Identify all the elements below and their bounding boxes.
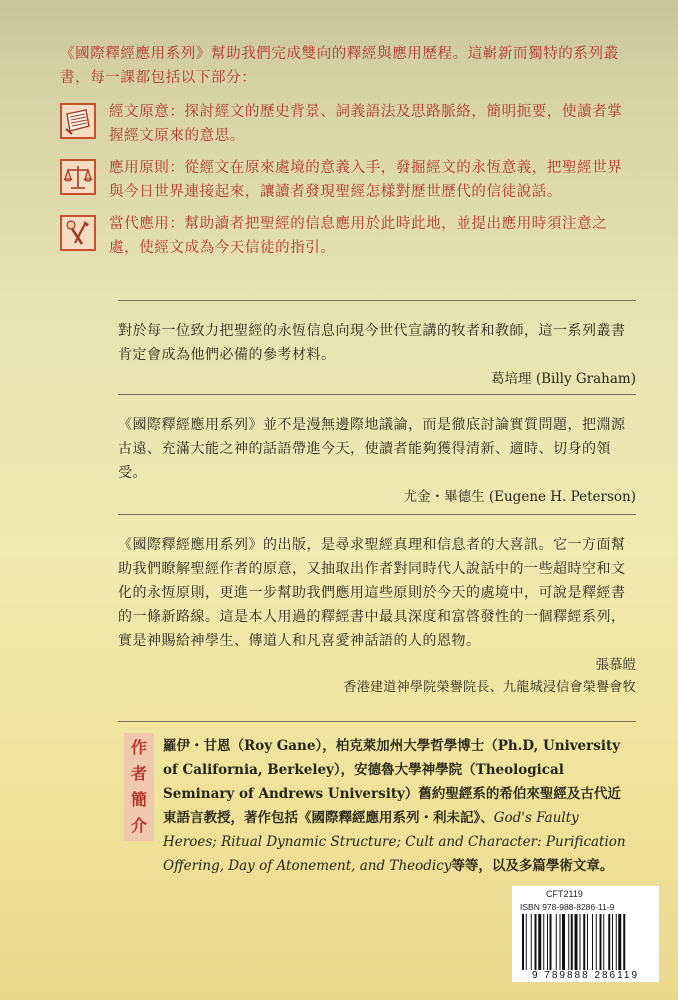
endorsement-text: 《國際釋經應用系列》並不是漫無邊際地議論，而是徹底討論實質問題，把淵源古遠、充滿大能之神的話語帶進今天，使讀者能夠獲得清新、適時、切身的領受。 [118,417,626,481]
feature-original-meaning [60,100,635,148]
endorsement-author: 尤金・畢德生 (Eugene H. Peterson) [403,489,636,505]
endorsement-text: 對於每一位致力把聖經的永恆信息向現今世代宣講的牧者和教師，這一系列叢書肯定會成為他們必備的參考材料。 [118,323,626,363]
feature-application-principle [60,156,635,204]
isbn-barcode-panel [512,886,659,982]
author-bio [163,734,633,878]
divider [118,300,636,301]
divider [118,514,636,515]
endorsement-author: 張慕皚 [595,657,636,673]
author-bio-main: 羅伊・甘恩（Roy Gane），柏克萊加州大學哲學博士（Ph.D, University of California, Berkeley），安德魯大學神學院（Theological Seminary of Andrews University）舊約聖經系的希伯來聖經及古代近東語言教授，著作包括《國際釋經應用系列・利未記》、 [163,738,621,826]
endorsement-graham [118,300,636,391]
feature-text: 當代應用：幫助讀者把聖經的信息應用於此時此地，並提出應用時須注意之處，使經文成為今天信徒的指引。 [109,216,608,256]
tools-icon [60,215,96,251]
feature-contemporary-application [60,212,635,260]
feature-text: 應用原則：從經文在原來處境的意義入手，發掘經文的永恆意義，把聖經世界與今日世界連接起來，讓讀者發現聖經怎樣對歷世歷代的信徒說話。 [109,160,623,200]
author-bio-end: 等等，以及多篇學術文章。 [451,858,614,874]
scroll-icon [60,103,96,139]
endorsement-text: 《國際釋經應用系列》的出版，是尋求聖經真理和信息者的大喜訊。它一方面幫助我們瞭解聖經作者的原意，又抽取出作者對同時代人說話中的一些超時空和文化的永恆原則，更進一步幫助我們應用這些原則於今天的處境中，可說是釋經書的一條新路線。這是本人用過的釋經書中最具深度和富啓發性的一個釋經系列，實是神賜給神學生、傳道人和凡喜愛神話語的人的恩物。 [118,537,626,649]
author-intro-tab: 作者簡介 [124,733,154,841]
scales-icon [60,159,96,195]
endorsement-peterson [118,394,636,509]
divider [118,394,636,395]
author-bio-works: God's Faulty Heroes; Ritual Dynamic Structure; Cult and Character: Purification Offering, Day of Atonement, and Theodicy [163,810,626,874]
barcode-icon [520,914,652,970]
product-code: CFT2119 [546,889,583,899]
endorsement-author-title: 香港建道神學院榮譽院長、九龍城浸信會榮譽會牧 [343,680,636,695]
endorsement-cheung [118,514,636,699]
endorsement-author: 葛培理 (Billy Graham) [491,371,636,387]
barcode-digits: 9 789888 286119 [531,970,640,981]
series-intro-section [60,42,635,260]
intro-text: 《國際釋經應用系列》幫助我們完成雙向的釋經與應用歷程。這嶄新而獨特的系列叢書，每一課都包括以下部分： [60,46,619,86]
divider [118,721,636,722]
isbn-number: ISBN 978-988-8286-11-9 [520,902,615,912]
feature-text: 經文原意：探討經文的歷史背景、詞義語法及思路脈絡，簡明扼要，使讀者掌握經文原來的意思。 [109,104,623,144]
